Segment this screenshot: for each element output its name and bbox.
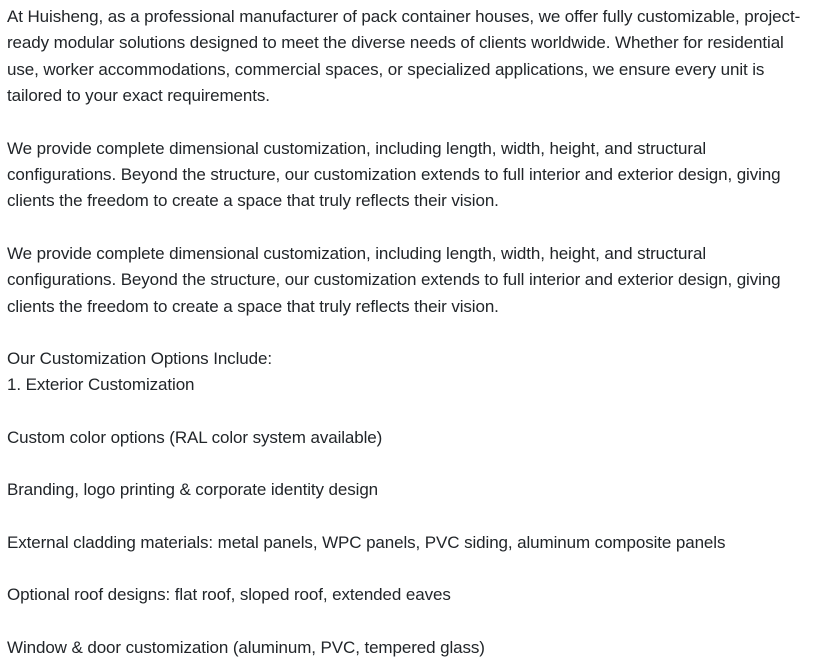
intro-paragraph: At Huisheng, as a professional manufacturer of pack container houses, we offer fully customizable, project-ready modular solutions designed to meet the diverse needs of clients worldwide. Whether for residential use, worker accommodations, commercial spaces, or specialized applications, we ensure every unit is tailored to your exact requirements. [7,7,801,106]
cladding-materials-line: External cladding materials: metal panels, WPC panels, PVC siding, aluminum composite panels [7,532,726,552]
customization-options-block [7,346,815,399]
dimensional-customization-paragraph-2: We provide complete dimensional customization, including length, width, height, and structural configurations. Beyond the structure, our customization extends to full interior and exterior design, giving clients the freedom to create a space that truly reflects their vision. [7,243,781,316]
roof-designs-line: Optional roof designs: flat roof, sloped roof, extended eaves [7,585,451,605]
customization-options-item-exterior: 1. Exterior Customization [7,375,195,395]
color-options-line: Custom color options (RAL color system available) [7,427,383,447]
customization-options-heading: Our Customization Options Include: [7,349,272,369]
window-door-line: Window & door customization (aluminum, PVC, tempered glass) [7,637,485,657]
dimensional-customization-paragraph-1: We provide complete dimensional customization, including length, width, height, and structural configurations. Beyond the structure, our customization extends to full interior and exterior design, giving clients the freedom to create a space that truly reflects their vision. [7,138,781,211]
branding-line: Branding, logo printing & corporate identity design [7,480,379,500]
